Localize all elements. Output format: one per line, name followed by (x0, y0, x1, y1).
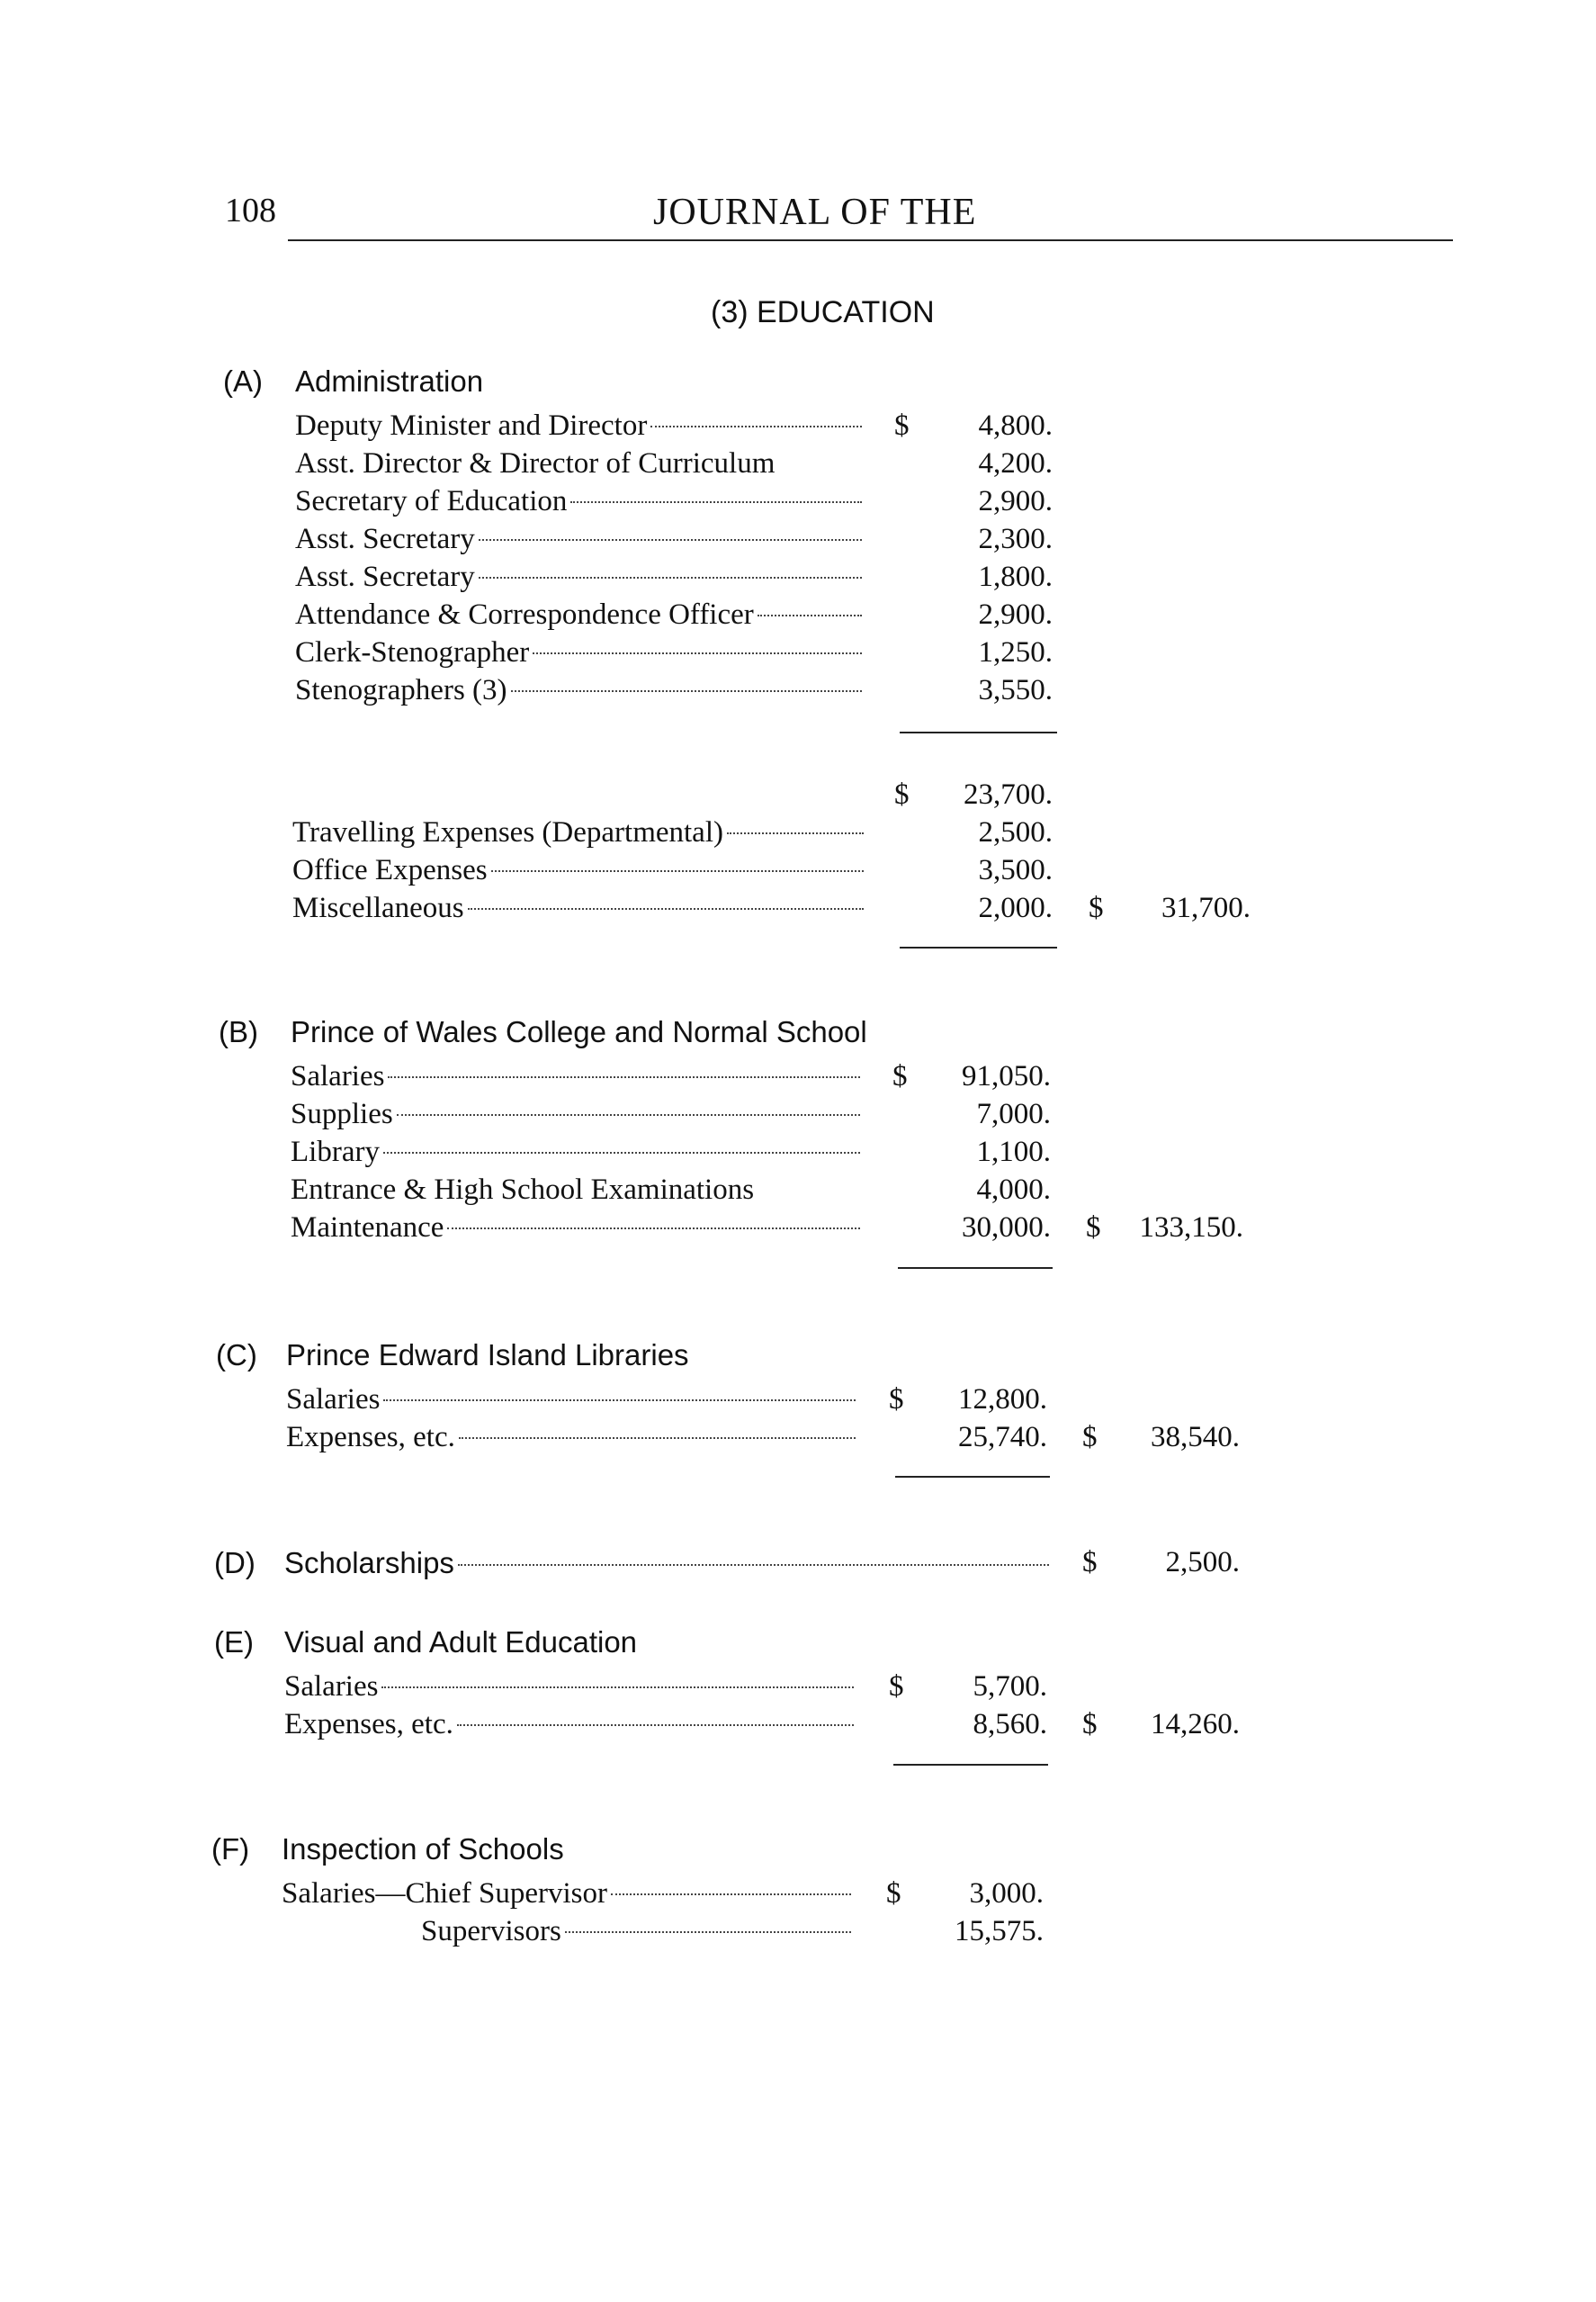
item-amount: 4,000. (976, 1173, 1051, 1206)
section-title: (3) EDUCATION (711, 295, 935, 329)
group-total: 14,260. (1151, 1708, 1240, 1740)
dot-leader (397, 1113, 860, 1116)
line-item (295, 447, 862, 485)
item-amount: 1,250. (978, 636, 1053, 669)
item-amount: 2,900. (978, 598, 1053, 631)
item-label: Expenses, etc. (284, 1708, 453, 1740)
line-item (282, 1877, 851, 1915)
item-label: Supervisors (421, 1915, 561, 1947)
line-item (291, 1060, 860, 1098)
dot-leader (459, 1436, 856, 1439)
item-label: Entrance & High School Examinations (291, 1173, 755, 1206)
group-letter: (A) (223, 364, 263, 398)
line-item (284, 1708, 854, 1746)
dollar-sign: $ (892, 1060, 908, 1093)
line-item (295, 674, 862, 712)
dot-leader (447, 1227, 860, 1229)
dot-leader (383, 1151, 860, 1154)
dot-leader (570, 500, 862, 503)
item-amount: 4,200. (978, 447, 1053, 480)
dollar-sign: $ (894, 409, 910, 442)
item-amount: 15,575. (955, 1915, 1044, 1947)
item-amount: 3,000. (969, 1877, 1044, 1910)
group-total: 31,700. (1161, 892, 1251, 924)
item-label: Salaries (286, 1383, 381, 1416)
dot-leader (381, 1686, 854, 1688)
item-label: Office Expenses (292, 854, 488, 886)
item-amount: 4,800. (978, 409, 1053, 442)
group-heading: Prince of Wales College and Normal School (291, 1015, 867, 1048)
group-letter: (C) (216, 1338, 257, 1371)
group-heading: Inspection of Schools (282, 1832, 564, 1866)
group-total: 2,500. (1165, 1546, 1240, 1578)
running-header-title: JOURNAL OF THE (653, 192, 977, 233)
dot-leader (650, 425, 862, 427)
dot-leader (479, 538, 862, 541)
line-item (286, 1383, 856, 1421)
dollar-sign: $ (886, 1877, 901, 1910)
dot-leader (479, 576, 862, 579)
dollar-sign: $ (889, 1670, 904, 1703)
line-item (286, 1421, 856, 1459)
item-label: Library (291, 1136, 380, 1168)
item-amount: 2,300. (978, 523, 1053, 555)
total-rule (900, 947, 1057, 949)
group-letter: (B) (219, 1015, 258, 1048)
item-amount: 30,000. (962, 1211, 1051, 1244)
line-item (295, 485, 862, 523)
item-label: Asst. Secretary (295, 561, 475, 593)
item-amount: 25,740. (958, 1421, 1047, 1453)
item-label: Expenses, etc. (286, 1421, 455, 1453)
group-heading: Visual and Adult Education (284, 1625, 638, 1659)
item-label: Salaries (284, 1670, 379, 1703)
dollar-sign: $ (1082, 1546, 1098, 1578)
line-item (295, 598, 862, 636)
group-letter: (D) (214, 1546, 256, 1579)
dot-leader (565, 1930, 851, 1933)
total-rule (893, 1764, 1048, 1766)
item-label: Stenographers (3) (295, 674, 507, 706)
item-amount: 12,800. (958, 1383, 1047, 1416)
item-amount: 2,900. (978, 485, 1053, 517)
item-amount: 7,000. (976, 1098, 1051, 1130)
item-label: Salaries—Chief Supervisor (282, 1877, 608, 1910)
dollar-sign: $ (1082, 1708, 1098, 1740)
group-heading: Scholarships (284, 1546, 454, 1579)
item-amount: 3,550. (978, 674, 1053, 706)
dot-leader (611, 1893, 851, 1895)
dot-leader (511, 689, 862, 692)
subtotal-rule (900, 732, 1057, 733)
dollar-sign: $ (1089, 892, 1104, 924)
line-item (291, 1211, 860, 1249)
item-label: Supplies (291, 1098, 393, 1130)
dot-leader (458, 1563, 1049, 1566)
item-label: Miscellaneous (292, 892, 464, 924)
item-label: Attendance & Correspondence Officer (295, 598, 754, 631)
line-item (295, 561, 862, 598)
item-amount: 5,700. (973, 1670, 1047, 1703)
line-item (292, 892, 864, 930)
line-item (291, 1173, 860, 1211)
group-heading: Prince Edward Island Libraries (286, 1338, 689, 1371)
line-item (284, 1670, 854, 1708)
item-label: Deputy Minister and Director (295, 409, 648, 442)
group-letter: (E) (214, 1625, 254, 1659)
item-label: Travelling Expenses (Departmental) (292, 816, 723, 849)
dollar-sign: $ (1082, 1421, 1098, 1453)
dot-leader (533, 652, 862, 654)
item-amount: 1,800. (978, 561, 1053, 593)
dollar-sign: $ (889, 1383, 904, 1416)
line-item (295, 409, 862, 447)
group-total: 38,540. (1151, 1421, 1240, 1453)
item-label: Asst. Director & Director of Curriculum (295, 447, 776, 480)
line-item (284, 1546, 1049, 1584)
dot-leader (468, 907, 864, 910)
item-amount: 3,500. (978, 854, 1053, 886)
line-item (291, 1098, 860, 1136)
item-amount: 8,560. (973, 1708, 1047, 1740)
line-item (292, 854, 864, 892)
dot-leader (727, 832, 864, 834)
dot-leader (758, 614, 862, 616)
item-amount: 91,050. (962, 1060, 1051, 1093)
header-rule (288, 239, 1453, 241)
line-item (295, 636, 862, 674)
item-label: Salaries (291, 1060, 385, 1093)
dollar-sign: $ (1086, 1211, 1101, 1244)
total-rule (895, 1476, 1050, 1478)
dollar-sign: $ (894, 778, 910, 811)
item-amount: 2,500. (978, 816, 1053, 849)
dot-leader (457, 1723, 854, 1726)
item-label: Maintenance (291, 1211, 444, 1244)
total-rule (898, 1267, 1053, 1269)
line-item (291, 1136, 860, 1173)
item-amount: 1,100. (976, 1136, 1051, 1168)
dot-leader (491, 869, 864, 872)
line-item (421, 1915, 851, 1953)
dot-leader (388, 1075, 860, 1078)
item-amount: 2,000. (978, 892, 1053, 924)
page-number: 108 (225, 192, 276, 229)
group-total: 133,150. (1139, 1211, 1243, 1244)
dot-leader (383, 1398, 856, 1401)
group-heading: Administration (295, 364, 484, 398)
line-item (295, 523, 862, 561)
line-item (292, 816, 864, 854)
item-label: Clerk-Stenographer (295, 636, 530, 669)
item-label: Asst. Secretary (295, 523, 475, 555)
subtotal-amount: 23,700. (964, 778, 1053, 811)
group-letter: (F) (211, 1832, 250, 1866)
item-label: Secretary of Education (295, 485, 568, 517)
